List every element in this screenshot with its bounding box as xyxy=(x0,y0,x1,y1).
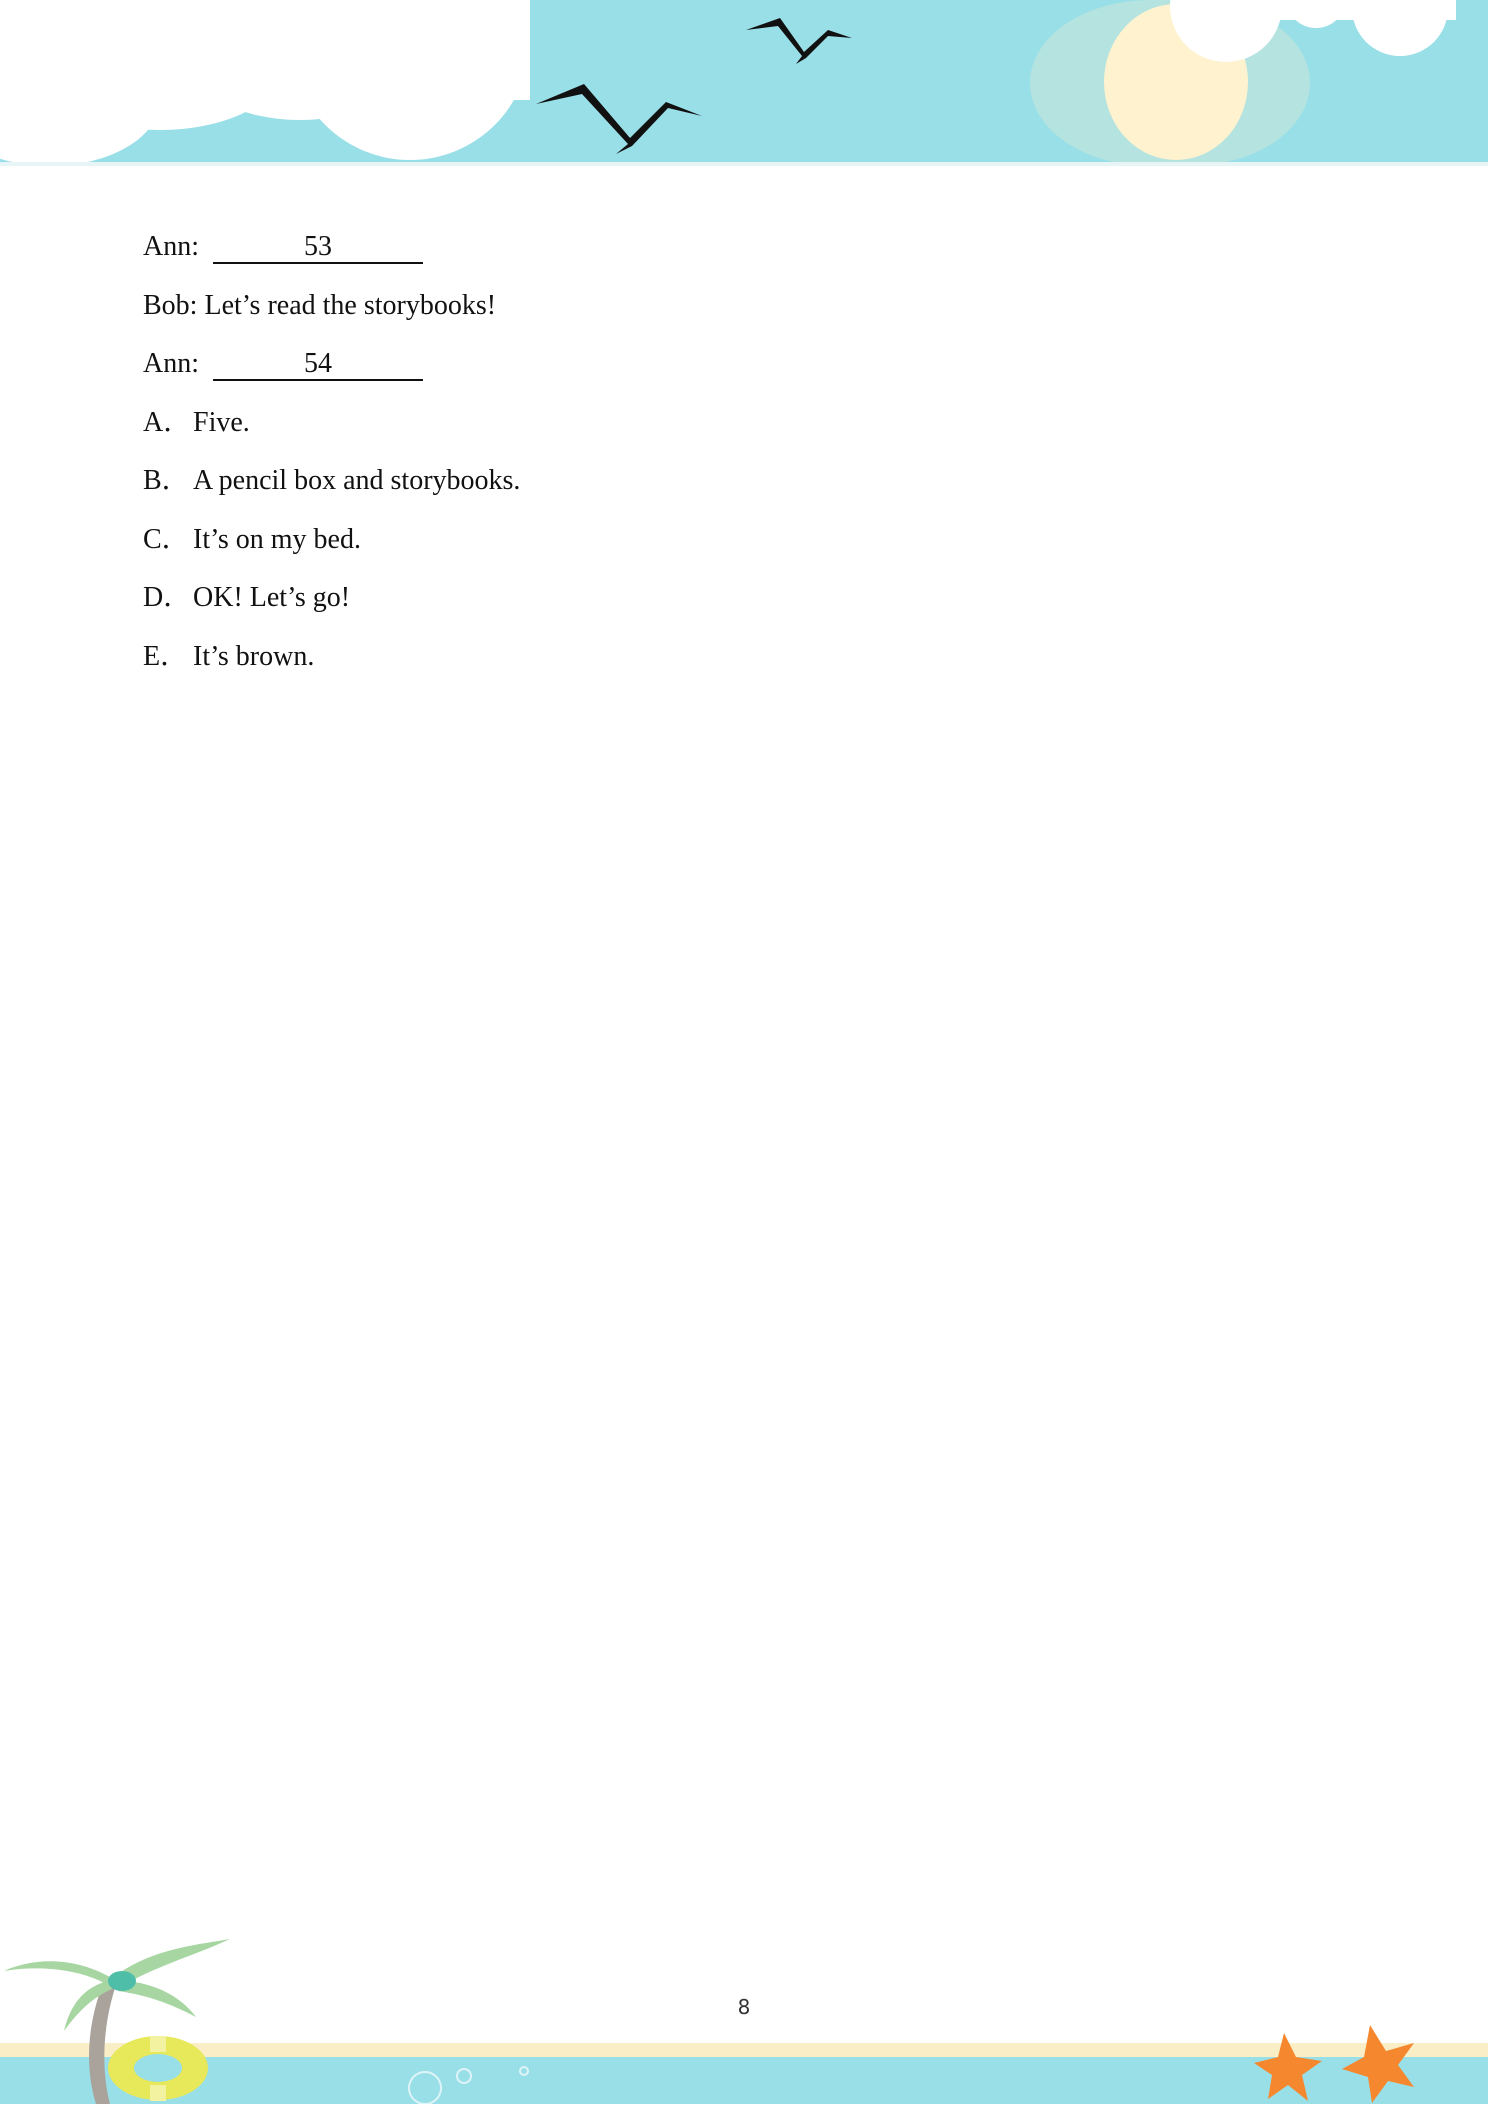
option-letter: B． xyxy=(143,465,190,496)
page-number: 8 xyxy=(737,1995,751,2019)
option-text: It’s brown. xyxy=(193,640,315,672)
option-b xyxy=(143,452,1343,511)
option-d xyxy=(143,569,1343,628)
speaker-label: Ann: xyxy=(143,231,199,262)
option-text: OK! Let’s go! xyxy=(193,582,351,613)
option-letter: E． xyxy=(143,640,189,672)
answer-blank: 54 xyxy=(213,349,423,381)
option-letter: D． xyxy=(143,582,192,613)
option-c xyxy=(143,511,1343,570)
option-a xyxy=(143,394,1343,453)
option-letter: C． xyxy=(143,523,190,555)
option-e xyxy=(143,628,1343,687)
option-letter: A． xyxy=(143,406,192,438)
footer-beach-decoration xyxy=(0,1925,1488,2104)
dialogue-line-ann-54 xyxy=(143,335,1343,394)
dialogue-line-ann-53 xyxy=(143,218,1343,277)
option-text: A pencil box and storybooks. xyxy=(193,465,521,496)
header-sky-decoration xyxy=(0,0,1488,166)
answer-blank: 53 xyxy=(213,232,423,264)
sand-strip xyxy=(0,2043,1488,2057)
option-text: Five. xyxy=(193,406,250,438)
option-text: It’s on my bed. xyxy=(193,523,361,555)
dialogue-text: Let’s read the storybooks! xyxy=(204,289,497,321)
speaker-label: Bob: xyxy=(143,289,198,321)
document-body xyxy=(143,218,1343,686)
dialogue-line-bob xyxy=(143,277,1343,336)
speaker-label: Ann: xyxy=(143,348,199,379)
